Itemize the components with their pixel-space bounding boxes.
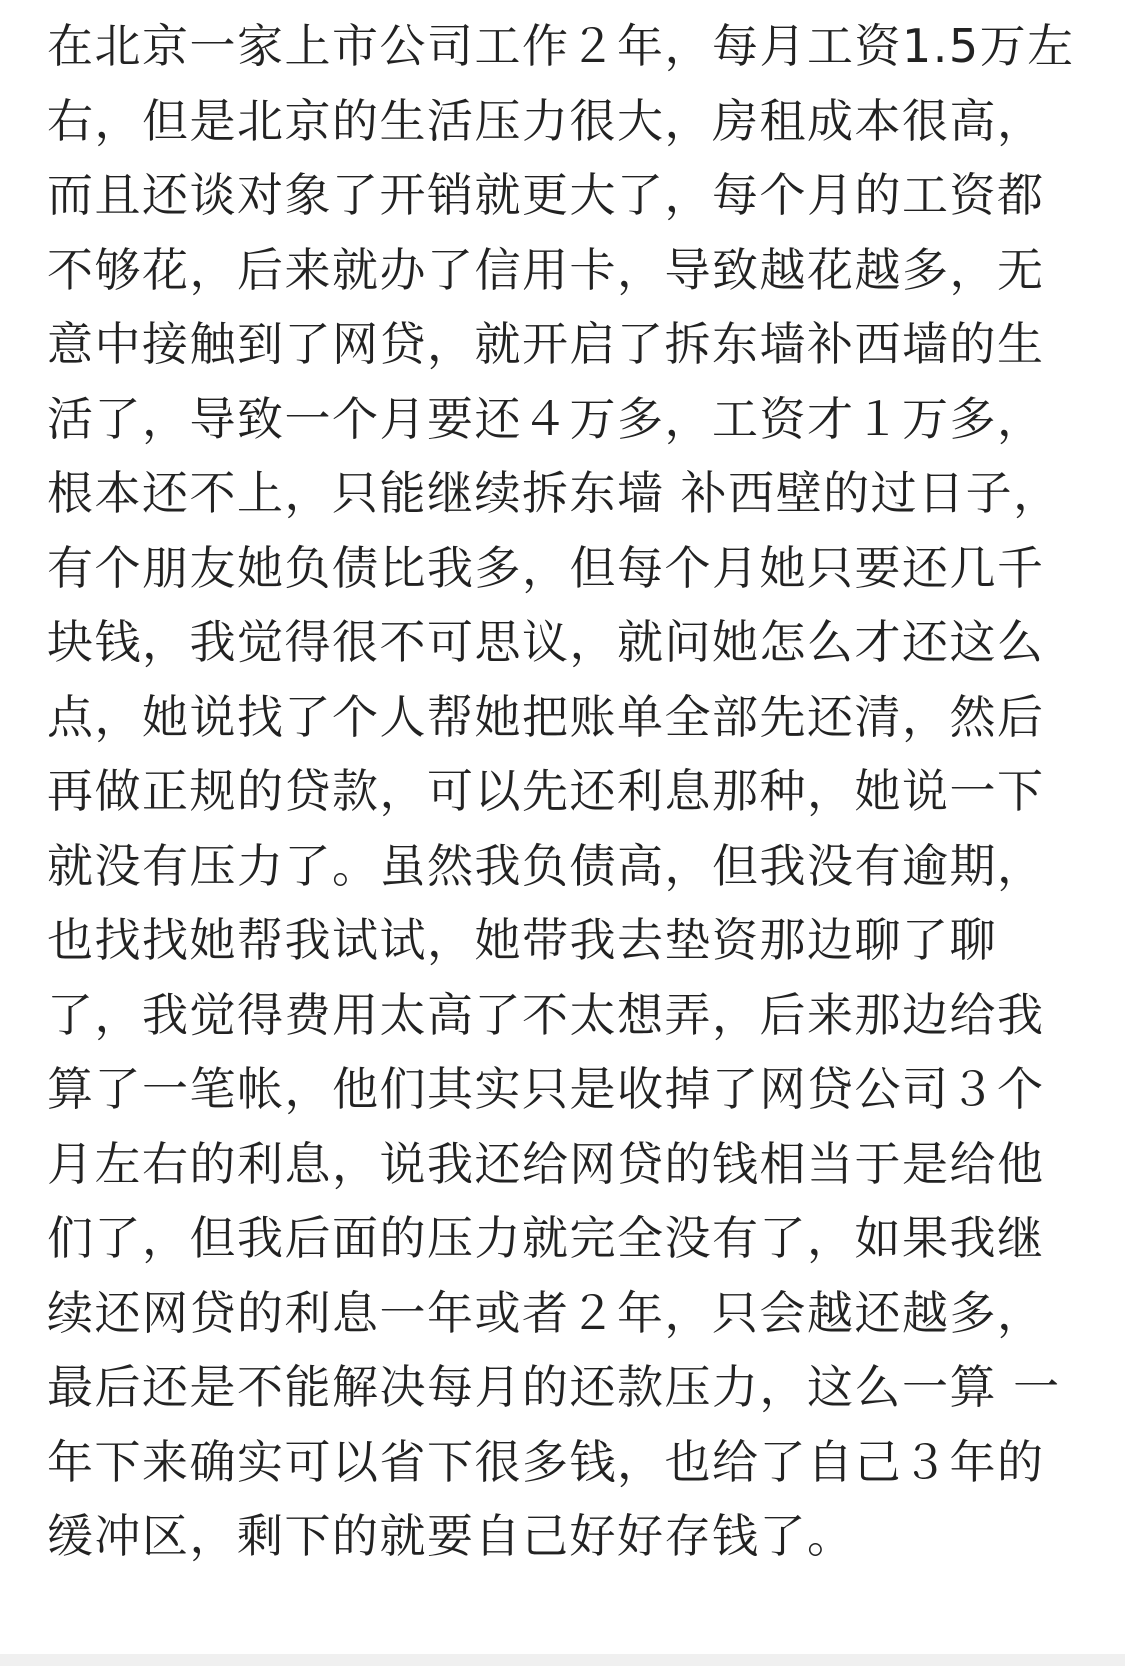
post-body-text: 在北京一家上市公司工作２年，每月工资1.5万左右，但是北京的生活压力很大，房租成本很高，而且还谈对象了开销就更大了，每个月的工资都不够花，后来就办了信用卡，导致越花越多，无意中接触到了网贷，就开启了拆东墙补西墙的生活了，导致一个月要还４万多，工资才１万多，根本还不上，只能继续拆东墙 补西壁的过日子，有个朋友她负债比我多，但每个月她只要还几千块钱，我觉得很不可思议，就问她怎么才还这么点，她说找了个人帮她把账单全部先还清，然后再做正规的贷款，可以先还利息那种，她说一下就没有压力了。虽然我负债高，但我没有逾期，也找找她帮我试试，她带我去垫资那边聊了聊了，我觉得费用太高了不太想弄，后来那边给我算了一笔帐，他们其实只是收掉了网贷公司３个月左右的利息，说我还给网贷的钱相当于是给他们了，但我后面的压力就完全没有了，如果我继续还网贷的利息一年或者２年，只会越还越多，最后还是不能解决每月的还款压力，这么一算 一年下来确实可以省下很多钱，也给了自己３年的缓冲区，剩下的就要自己好好存钱了。 <box>47 19 1075 1563</box>
bottom-divider <box>0 1654 1125 1666</box>
